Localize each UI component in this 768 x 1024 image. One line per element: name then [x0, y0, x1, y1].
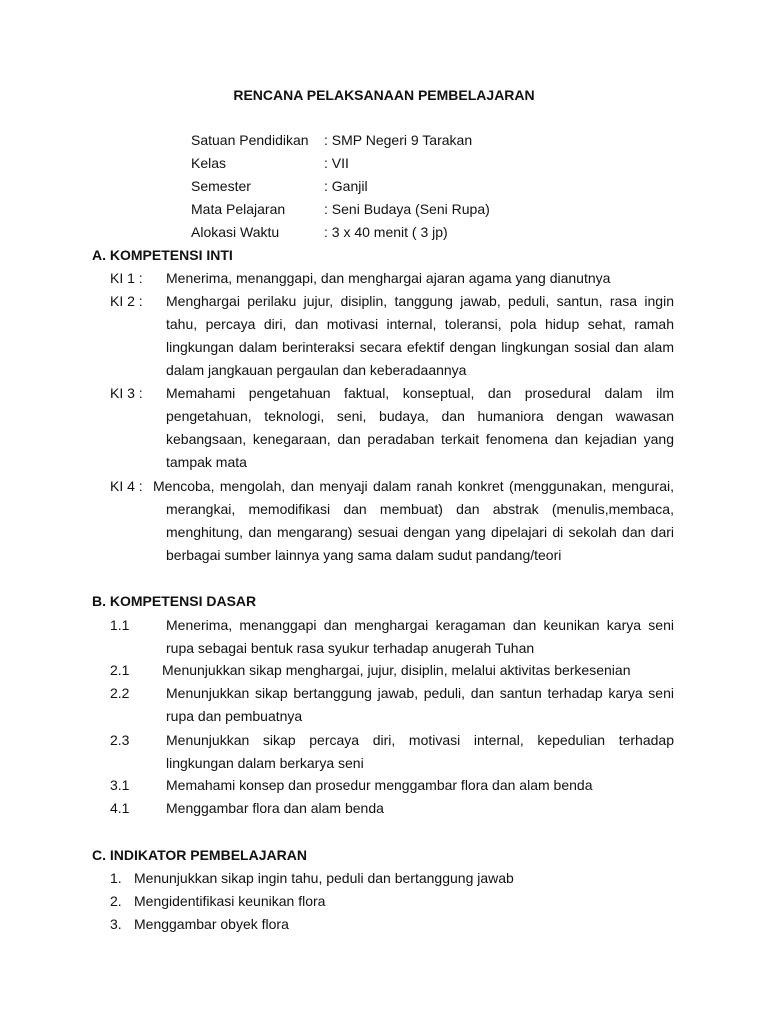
indicator-2-text: Mengidentifikasi keunikan flora — [134, 893, 326, 909]
kd-2-2-line-1: Menunjukkan sikap bertanggung jawab, peduli, dan santun terhadap karya seni — [166, 685, 674, 701]
kd-4-1-number: 4.1 — [110, 800, 130, 816]
document-title: RENCANA PELAKSANAAN PEMBELAJARAN — [233, 87, 535, 103]
info-label-semester: Semester — [191, 178, 251, 194]
kd-2-3-number: 2.3 — [110, 732, 130, 748]
kd-2-3-line-1: Menunjukkan sikap percaya diri, motivasi internal, kepedulian terhadap — [166, 732, 674, 748]
info-label-satuan: Satuan Pendidikan — [191, 132, 309, 148]
ki-3-line-3: kebangsaan, kenegaraan, dan peradaban terkait fenomena dan kejadian yang — [166, 431, 674, 447]
ki-1-text: Menerima, menanggapi, dan menghargai ajaran agama yang dianutnya — [166, 270, 611, 286]
ki-4-line-1: Mencoba, mengolah, dan menyaji dalam ranah konkret (menggunakan, mengurai, — [153, 478, 674, 494]
ki-3-line-2: pengetahuan, teknologi, seni, budaya, dan humaniora dengan wawasan — [166, 408, 674, 424]
ki-2-line-4: dalam jangkauan pergaulan dan keberadaannya — [166, 362, 467, 378]
kd-1-1-line-2: rupa sebagai bentuk rasa syukur terhadap anugerah Tuhan — [166, 640, 535, 656]
indicator-1-text: Menunjukkan sikap ingin tahu, peduli dan bertanggung jawab — [134, 870, 514, 886]
ki-3-label: KI 3 : — [110, 385, 143, 401]
kd-3-1-number: 3.1 — [110, 777, 130, 793]
kd-2-1-line-1: Menunjukkan sikap menghargai, jujur, disiplin, melalui aktivitas berkesenian — [162, 662, 631, 678]
ki-1-label: KI 1 : — [110, 270, 143, 286]
info-label-mapel: Mata Pelajaran — [191, 201, 286, 217]
ki-2-line-1: Menghargai perilaku jujur, disiplin, tanggung jawab, peduli, santun, rasa ingin — [166, 293, 674, 309]
section-b-heading: B. KOMPETENSI DASAR — [92, 593, 257, 609]
section-a-heading: A. KOMPETENSI INTI — [92, 247, 233, 263]
info-value-semester: : Ganjil — [324, 178, 368, 194]
info-label-kelas: Kelas — [191, 155, 227, 171]
ki-4-line-3: menghitung, dan mengarang) sesuai dengan yang dipelajari di sekolah dan dari — [166, 524, 674, 540]
ki-2-line-2: tahu, percaya diri, dan motivasi internal, toleransi, pola hidup sehat, ramah — [166, 316, 674, 332]
info-value-satuan: : SMP Negeri 9 Tarakan — [324, 132, 473, 148]
info-value-kelas: : VII — [324, 155, 349, 171]
section-c-heading: C. INDIKATOR PEMBELAJARAN — [92, 847, 307, 863]
ki-4-line-2: merangkai, memodifikasi dan membuat) dan abstrak (menulis,membaca, — [166, 501, 674, 517]
indicator-3-number: 3. — [110, 916, 122, 932]
kd-4-1-line-1: Menggambar flora dan alam benda — [166, 800, 384, 816]
kd-1-1-number: 1.1 — [110, 617, 130, 633]
ki-2-label: KI 2 : — [110, 293, 143, 309]
ki-3-line-1: Memahami pengetahuan faktual, konseptual, dan prosedural dalam ilm — [166, 385, 674, 401]
kd-2-2-line-2: rupa dan pembuatnya — [166, 708, 303, 724]
indicator-2-number: 2. — [110, 893, 122, 909]
info-value-alokasi: : 3 x 40 menit ( 3 jp) — [324, 224, 448, 240]
ki-2-line-3: lingkungan dalam berinteraksi secara efektif dengan lingkungan sosial dan alam — [166, 339, 674, 355]
info-label-alokasi: Alokasi Waktu — [191, 224, 280, 240]
kd-2-1-number: 2.1 — [110, 662, 130, 678]
kd-2-3-line-2: lingkungan dalam berkarya seni — [166, 755, 364, 771]
indicator-3-text: Menggambar obyek flora — [134, 916, 289, 932]
kd-2-2-number: 2.2 — [110, 685, 130, 701]
indicator-1-number: 1. — [110, 870, 122, 886]
kd-3-1-line-1: Memahami konsep dan prosedur menggambar flora dan alam benda — [166, 777, 593, 793]
ki-3-line-4: tampak mata — [166, 454, 247, 470]
ki-4-label: KI 4 : — [110, 478, 143, 494]
ki-4-line-4: berbagai sumber lainnya yang sama dalam sudut pandang/teori — [166, 547, 562, 563]
kd-1-1-line-1: Menerima, menanggapi dan menghargai keragaman dan keunikan karya seni — [166, 617, 674, 633]
info-value-mapel: : Seni Budaya (Seni Rupa) — [324, 201, 490, 217]
